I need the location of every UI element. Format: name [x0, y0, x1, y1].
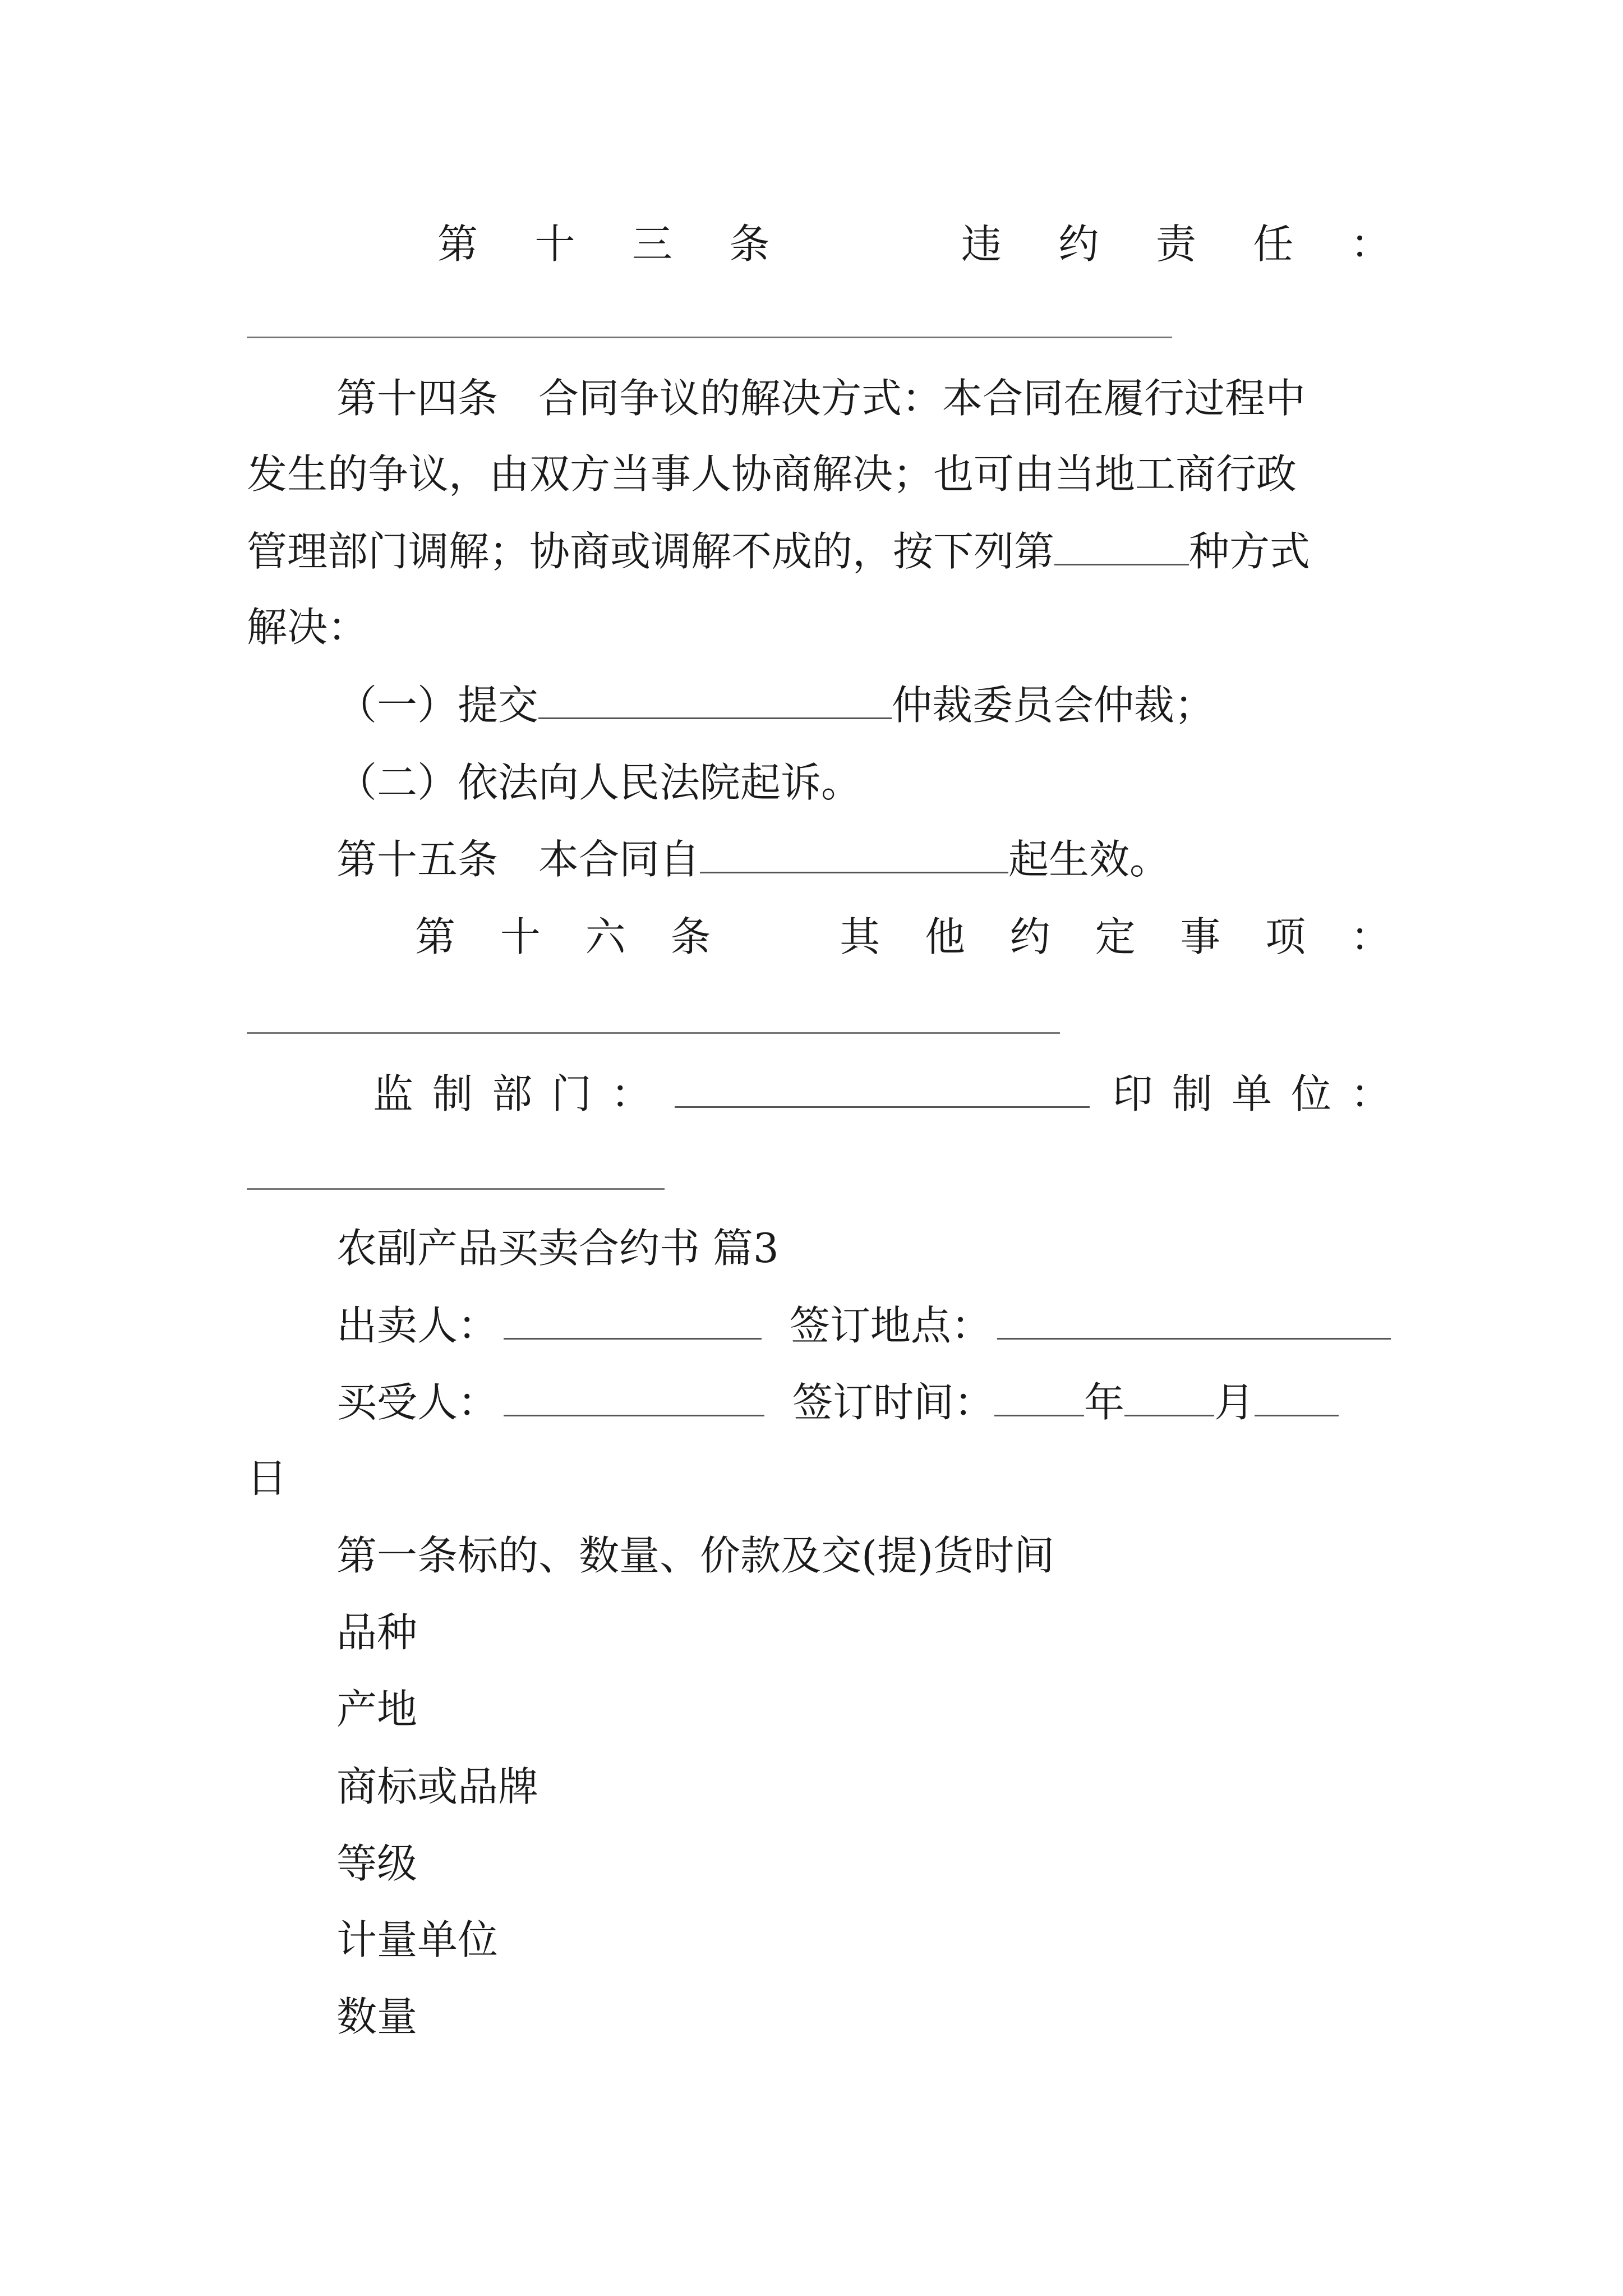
heading-char: 其 — [840, 913, 880, 960]
item-unit: 计量单位 — [336, 1916, 499, 1963]
method-number-blank — [1054, 529, 1189, 565]
article-15 — [336, 834, 1391, 885]
article-13-fill-line — [247, 337, 1172, 338]
article-16-fill-line — [247, 1032, 1060, 1034]
effective-date-blank — [700, 837, 1008, 873]
contract-3-article-1: 第一条标的、数量、价款及交(提)货时间 — [336, 1532, 1055, 1579]
article-14-line-3-text: 管理部门调解；协商或调解不成的，按下列第 — [247, 528, 1055, 575]
sign-place-label: 签订地点： — [789, 1302, 992, 1349]
article-15-suffix: 起生效。 — [1008, 836, 1170, 883]
article-15-prefix: 第十五条 本合同自 — [336, 836, 700, 883]
item-grade: 等级 — [336, 1840, 418, 1887]
item-variety: 品种 — [336, 1609, 418, 1656]
buyer-row — [336, 1377, 1391, 1428]
heading-char: 违 — [961, 220, 1002, 268]
heading-char: 定 — [1095, 913, 1136, 960]
heading-char: ： — [1350, 220, 1391, 268]
heading-char: 约 — [1058, 220, 1099, 268]
heading-char: 条 — [729, 220, 770, 268]
heading-char: 十 — [500, 913, 541, 960]
day-blank — [1255, 1380, 1339, 1416]
sign-place-blank — [997, 1303, 1391, 1340]
heading-char: 第 — [437, 220, 478, 268]
article-14-line-4: 解决： — [247, 604, 368, 651]
heading-char: 三 — [631, 220, 672, 268]
heading-char: 任 — [1253, 220, 1294, 268]
option-arbitration-suffix: 仲裁委员会仲裁； — [892, 682, 1215, 729]
year-blank — [994, 1380, 1084, 1416]
sign-time-label: 签订时间： — [792, 1379, 995, 1426]
footer-fields — [373, 1069, 1391, 1119]
supervision-dept-blank — [675, 1071, 1090, 1108]
heading-char: 约 — [1009, 913, 1050, 960]
item-origin: 产地 — [336, 1686, 418, 1733]
heading-char: 他 — [924, 913, 965, 960]
heading-char: ： — [1350, 913, 1391, 960]
article-14-line-3-tail: 种方式 — [1189, 528, 1311, 575]
seller-label: 出卖人： — [336, 1302, 499, 1349]
article-14-line-3 — [247, 526, 1391, 577]
article-14-line-2: 发生的争议，由双方当事人协商解决；也可由当地工商行政 — [247, 450, 1297, 498]
heading-char: 事 — [1180, 913, 1221, 960]
year-label: 年 — [1084, 1379, 1125, 1426]
heading-char: 十 — [534, 220, 575, 268]
buyer-label: 买受人： — [336, 1379, 499, 1426]
seller-blank — [504, 1303, 762, 1340]
arbitration-commission-blank — [538, 683, 892, 719]
buyer-blank — [504, 1380, 764, 1416]
seller-row — [336, 1300, 1391, 1351]
heading-char: 责 — [1155, 220, 1196, 268]
item-quantity: 数量 — [336, 1993, 418, 2040]
month-blank — [1124, 1380, 1214, 1416]
heading-char: 六 — [585, 913, 626, 960]
heading-char: 项 — [1265, 913, 1306, 960]
printing-label: 印 制 单 位 ： — [1112, 1070, 1391, 1117]
heading-char: 第 — [415, 913, 456, 960]
option-arbitration — [336, 680, 1391, 730]
option-lawsuit: （二）依法向人民法院起诉。 — [336, 759, 862, 806]
item-brand: 商标或品牌 — [336, 1763, 539, 1810]
supervision-label: 监 制 部 门 ： — [373, 1070, 652, 1117]
article-16-heading — [415, 912, 1391, 962]
printing-unit-fill-line — [247, 1188, 665, 1190]
day-label: 日 — [247, 1455, 288, 1502]
contract-3-title: 农副产品买卖合约书 篇3 — [336, 1225, 779, 1272]
heading-char: 条 — [670, 913, 711, 960]
article-13-heading — [437, 219, 1391, 269]
article-14-line-1: 第十四条 合同争议的解决方式：本合同在履行过程中 — [336, 375, 1306, 422]
month-label: 月 — [1214, 1379, 1255, 1426]
option-arbitration-prefix: （一）提交 — [336, 682, 539, 729]
